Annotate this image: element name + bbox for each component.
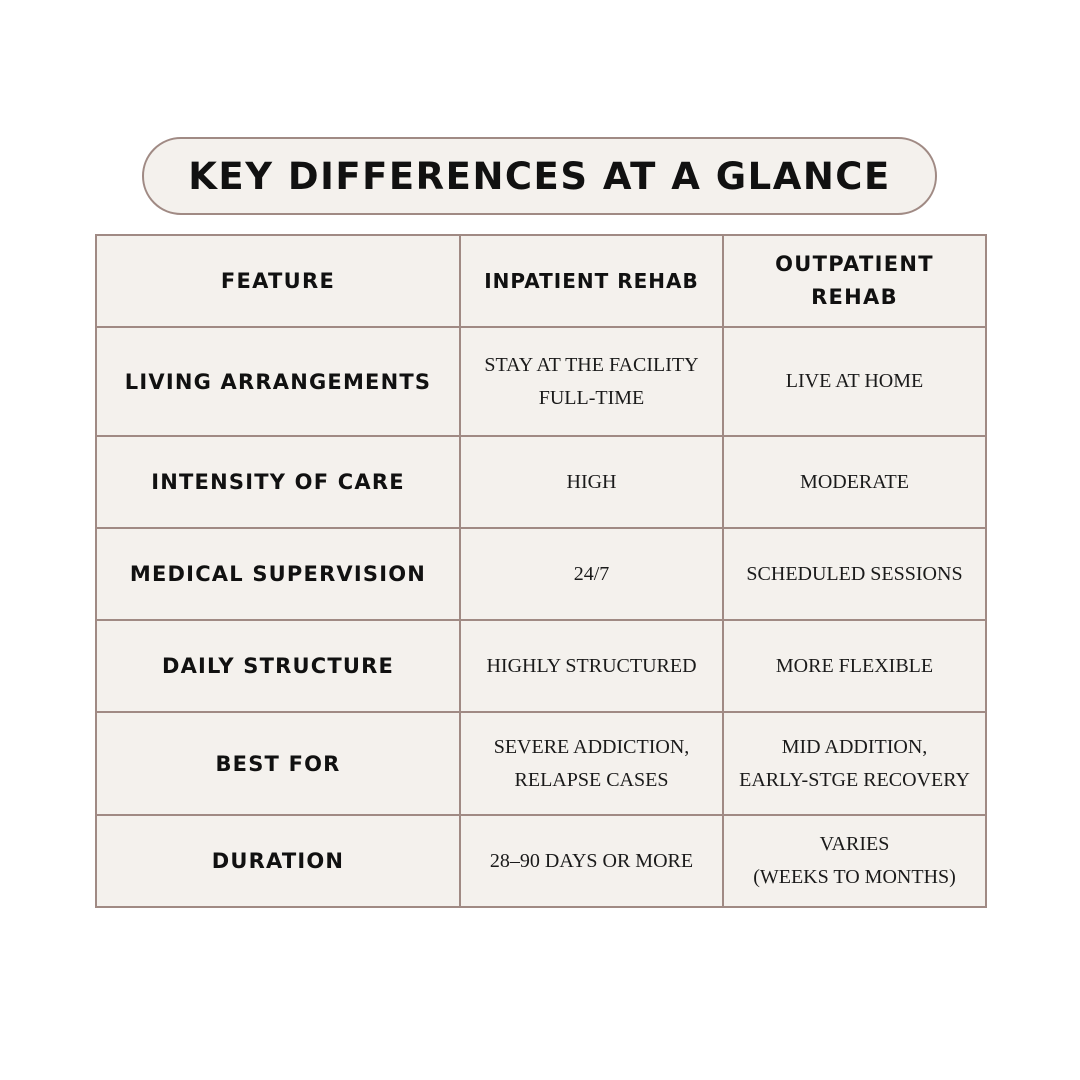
cell-line: LIVE AT HOME [785, 370, 924, 392]
cell-line: VARIES [819, 833, 890, 855]
feature-cell: BEST FOR [96, 712, 460, 815]
cell-line: MORE FLEXIBLE [775, 654, 934, 677]
cell-line: (WEEKS TO MONTHS) [753, 866, 956, 888]
cell-line: SCHEDULED SESSIONS [746, 562, 963, 585]
inpatient-cell [460, 815, 723, 907]
cell-line: HIGHLY STRUCTURED [486, 654, 697, 677]
header-outpatient [723, 235, 986, 327]
outpatient-cell [723, 327, 986, 436]
header-feature: FEATURE [96, 235, 460, 327]
outpatient-cell [723, 620, 986, 712]
header-outpatient-line2: REHAB [811, 285, 898, 309]
outpatient-cell [723, 712, 986, 815]
cell-line: MODERATE [800, 470, 909, 493]
outpatient-cell [723, 815, 986, 907]
outpatient-cell [723, 528, 986, 620]
feature-cell: LIVING ARRANGEMENTS [96, 327, 460, 436]
inpatient-cell [460, 620, 723, 712]
cell-line: RELAPSE CASES [514, 768, 669, 791]
title-banner [142, 137, 937, 215]
inpatient-cell [460, 327, 723, 436]
feature-cell: INTENSITY OF CARE [96, 436, 460, 528]
table-row [96, 327, 986, 436]
table-row [96, 815, 986, 907]
inpatient-cell [460, 528, 723, 620]
cell-line: STAY AT THE FACILITY [484, 353, 699, 376]
cell-line: FULL-TIME [538, 386, 645, 409]
header-row [96, 235, 986, 327]
inpatient-cell [460, 436, 723, 528]
feature-cell: DURATION [96, 815, 460, 907]
cell-line: 28–90 DAYS OR MORE [489, 849, 694, 872]
feature-cell: DAILY STRUCTURE [96, 620, 460, 712]
cell-line: MID ADDITION, [781, 735, 928, 758]
cell-line: SEVERE ADDICTION, [493, 735, 690, 758]
page-title: KEY DIFFERENCES AT A GLANCE [188, 154, 891, 198]
header-outpatient-line1: OUTPATIENT [775, 252, 934, 276]
cell-line: EARLY-STGE RECOVERY [739, 768, 970, 791]
feature-cell: MEDICAL SUPERVISION [96, 528, 460, 620]
cell-line: 24/7 [573, 562, 610, 585]
header-inpatient: INPATIENT REHAB [460, 235, 723, 327]
cell-line: HIGH [566, 470, 617, 493]
table-row [96, 528, 986, 620]
table-row [96, 712, 986, 815]
table-row [96, 436, 986, 528]
inpatient-cell [460, 712, 723, 815]
outpatient-cell [723, 436, 986, 528]
comparison-table [95, 234, 987, 908]
table-row [96, 620, 986, 712]
